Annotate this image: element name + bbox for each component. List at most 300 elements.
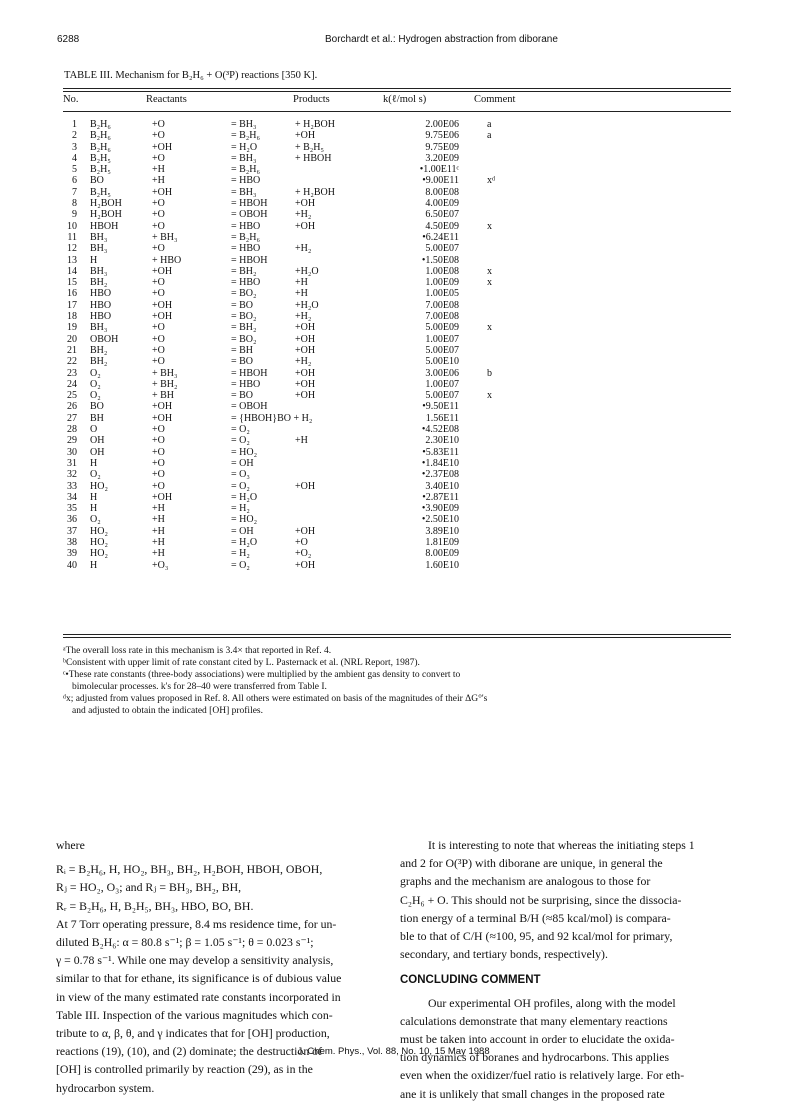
row-number: 38 [67,536,77,548]
row-number: 18 [67,311,77,323]
table-row [63,390,731,401]
body-line: ane it is unlikely that small changes in the proposed rate [400,1086,665,1101]
comment-cell: x [487,220,492,232]
reactant-1: B₂H₅ [90,164,111,176]
row-number: 34 [67,491,77,503]
product-1: = OH [231,457,254,469]
table-row [63,424,731,435]
product-1: = O₂ [231,480,250,492]
product-1: = O₂ [231,424,250,436]
product-2: +OH [295,378,316,390]
product-1: = BH₂ [231,322,257,334]
table-bottom-rule [63,634,731,635]
rate-constant: •1.00E11ᶜ [419,164,459,176]
reactant-1: OH [90,446,105,458]
row-number: 31 [67,457,77,469]
product-1: = B₂H₆ [231,231,261,243]
rate-constant: 3.40E10 [425,480,459,492]
reactant-1: O₂ [90,367,101,379]
product-2: +H [295,288,308,300]
reactant-2: +O [152,344,165,356]
row-number: 4 [72,152,77,164]
product-1: = BO [231,356,254,368]
table-row [63,356,731,367]
product-1: = HBOH [231,367,268,379]
row-number: 21 [67,344,77,356]
product-1: = HBOH [231,198,268,210]
product-2: + B₂H₅ [295,141,325,153]
reactant-2: + BH₃ [152,231,178,243]
footnote-b: ᵇConsistent with upper limit of rate constant cited by L. Pasternack et al. (NRL Report, 1987). [63,658,420,668]
reactant-2: +O₃ [152,559,169,571]
table-row [63,322,731,333]
reactant-1: B₂H₅ [90,152,111,164]
row-number: 15 [67,277,77,289]
product-1: = BH [231,344,254,356]
row-number: 12 [67,243,77,255]
reactant-2: +H [152,175,165,187]
comment-cell: b [487,367,492,379]
rate-constant: 2.00E06 [425,119,459,130]
reactant-1: BH₃ [90,322,108,334]
product-2: +H₂O [295,299,319,311]
rate-constant: 5.00E07 [425,344,459,356]
reactant-1: H₂BOH [90,209,122,221]
reactant-2: +OH [152,311,173,323]
rate-constant: 1.56E11 [425,412,459,424]
row-number: 33 [67,480,77,492]
rate-constant: 3.20E09 [425,152,459,164]
product-2: +O [295,536,308,548]
reactant-2: +O [152,435,165,447]
product-1: = B₂H₆ [231,130,261,142]
rate-constant: 5.00E10 [425,356,459,368]
table-footnotes [63,645,731,717]
body-line: tion dynamics of boranes and hydrocarbons. This applies [400,1050,670,1065]
reactant-1: H [90,457,98,469]
footnote-d: ᵈx; adjusted from values proposed in Ref. 8. All others were estimated on basis of the magnitudes of their ΔG°'s [63,694,488,704]
row-number: 30 [67,446,77,458]
product-2: +OH [295,559,316,571]
rate-constant: 7.00E08 [425,299,459,311]
row-number: 26 [67,401,77,413]
reactant-1: BH₂ [90,356,108,368]
table-body [63,119,731,571]
running-title: Borchardt et al.: Hydrogen abstraction from diborane [325,34,558,45]
body-line: graphs and the mechanism are analogous to those for [400,874,651,889]
product-2: +H₂ [295,311,312,323]
product-1: = BH₃ [231,119,257,130]
reactant-2: + HBO [152,254,182,266]
product-2: +H₂ [295,356,312,368]
product-2: +OH [295,220,316,232]
table-row [63,153,731,164]
rate-constant: •9.50E11 [422,401,459,413]
product-1: = HBO [231,175,261,187]
product-1: = HO₂ [231,514,258,526]
product-1: = {HBOH}BO + H₂ [231,412,313,424]
rate-constant: 6.50E07 [425,209,459,221]
rate-constant: 1.00E09 [425,277,459,289]
reactant-1: B₂H₅ [90,186,111,198]
rate-constant: 5.00E09 [425,322,459,334]
table-row [63,311,731,322]
reactant-1: H₂BOH [90,198,122,210]
rate-constant: 4.50E09 [425,220,459,232]
reactant-2: +O [152,209,165,221]
table-row [63,481,731,492]
reactant-2: +OH [152,186,173,198]
row-number: 17 [67,299,77,311]
body-line: tion energy of a terminal B/H (≈85 kcal/mol) is compara- [400,910,671,925]
col-header-k: k(ℓ/mol s) [383,94,427,105]
rate-constant: 4.00E09 [425,198,459,210]
table-row [63,537,731,548]
table-row [63,560,731,571]
reactant-1: BO [90,401,104,413]
col-header-products: Products [293,94,330,105]
product-2: + H₂BOH [295,186,335,198]
product-2: +H₂ [295,243,312,255]
product-2: +OH [295,333,316,345]
reactant-1: B₂H₆ [90,130,111,142]
product-2: +OH [295,390,316,402]
comment-cell: xᵈ [487,175,496,187]
footnote-c-cont: bimolecular processes. k's for 28–40 were transferred from Table I. [72,682,327,692]
table-row [63,548,731,559]
row-number: 27 [67,412,77,424]
footnote-c: ᶜ•These rate constants (three-body associations) were multiplied by the ambient gas density to convert to [63,670,461,680]
table-bottom-rule-2 [63,637,731,638]
reactant-2: +H [152,548,165,560]
rate-constant: •2.37E08 [421,469,459,481]
comment-cell: a [487,130,492,142]
body-line: in view of the many estimated rate constants incorporated in [56,989,341,1004]
reactant-1: O₂ [90,469,101,481]
right-text-column [400,836,731,1103]
product-1: = BH₃ [231,152,257,164]
product-2: +OH [295,322,316,334]
reactant-1: H [90,559,98,571]
row-number: 40 [67,559,77,571]
footnote-a: ᵃThe overall loss rate in this mechanism is 3.4× that reported in Ref. 4. [63,646,332,656]
rate-constant: 9.75E09 [425,141,459,153]
page-number: 6288 [57,34,80,45]
product-1: = BO [231,390,254,402]
body-line: Table III. Inspection of the various magnitudes which con- [56,1007,333,1022]
reactant-1: HO₂ [90,548,108,560]
product-1: = HBO [231,243,261,255]
table-row [63,255,731,266]
table-row [63,221,731,232]
table-row [63,435,731,446]
product-1: = OBOH [231,401,268,413]
reactant-2: +OH [152,491,173,503]
row-number: 7 [72,186,77,198]
row-number: 37 [67,525,77,537]
reactant-1: H [90,254,98,266]
reactant-1: BH₃ [90,231,108,243]
reactant-2: +H [152,514,165,526]
col-header-no: No. [63,94,79,105]
reactant-1: O₂ [90,390,101,402]
product-2: +H₂O [295,265,319,277]
product-1: = HO₂ [231,446,258,458]
table-row [63,232,731,243]
reactant-2: +OH [152,401,173,413]
row-number: 5 [72,164,77,176]
reactant-1: HO₂ [90,536,108,548]
reactant-1: H [90,491,98,503]
table-row [63,401,731,412]
reactant-1: BH₃ [90,243,108,255]
body-line: even when the oxidizer/fuel ratio is relatively large. For eth- [400,1068,685,1083]
section-heading: CONCLUDING COMMENT [400,974,541,987]
product-2: +OH [295,480,316,492]
comment-cell: x [487,265,492,277]
reactant-1: HBO [90,288,112,300]
table-row [63,175,731,186]
body-line: At 7 Torr operating pressure, 8.4 ms residence time, for un- [56,916,337,931]
product-1: = BH₂ [231,265,257,277]
product-1: = BO₂ [231,288,257,300]
reactant-2: +O [152,198,165,210]
row-number: 14 [67,265,77,277]
reactant-2: +O [152,152,165,164]
rate-constant: 5.00E07 [425,243,459,255]
row-number: 1 [72,119,77,130]
reactant-2: +H [152,503,165,515]
row-number: 3 [72,141,77,153]
rate-constant: 1.60E10 [425,559,459,571]
table-row [63,526,731,537]
reactant-1: B₂H₆ [90,141,111,153]
rate-constant: 1.81E09 [425,536,459,548]
equation-ri: Rᵢ = B₂H₆, H, HO₂, BH₃, BH₂, H₂BOH, HBOH, OBOH, [56,862,323,877]
reactant-1: HBO [90,311,112,323]
body-line: ble to that of C/H (≈100, 95, and 92 kcal/mol for primary, [400,929,673,944]
table-row [63,266,731,277]
reactant-1: O [90,424,98,436]
body-line: reactions (19), (10), and (2) dominate; the destruction of [56,1044,323,1059]
row-number: 8 [72,198,77,210]
journal-footer: J. Chem. Phys., Vol. 88, No. 10, 15 May 1988 [297,1046,490,1057]
product-2: +OH [295,198,316,210]
reactant-2: + BH₃ [152,367,178,379]
product-1: = BO₂ [231,333,257,345]
row-number: 32 [67,469,77,481]
reactant-2: +O [152,469,165,481]
body-line: diluted B₂H₆: α = 80.8 s⁻¹; β = 1.05 s⁻¹; θ = 0.023 s⁻¹; [56,935,314,950]
reactant-2: +O [152,130,165,142]
rate-constant: •2.87E11 [422,491,459,503]
reactant-1: BH₃ [90,265,108,277]
product-1: = O₂ [231,435,250,447]
rate-constant: •3.90E09 [421,503,459,515]
rate-constant: 3.00E06 [425,367,459,379]
body-line: Our experimental OH profiles, along with the model [428,995,676,1010]
rate-constant: •1.50E08 [421,254,459,266]
rate-constant: 9.75E06 [425,130,459,142]
row-number: 29 [67,435,77,447]
rate-constant: •1.84E10 [421,457,459,469]
body-line: where [56,838,85,852]
product-1: = H₂ [231,503,250,515]
row-number: 13 [67,254,77,266]
rate-constant: 8.00E08 [425,186,459,198]
reactant-2: +OH [152,141,173,153]
reactant-1: OH [90,435,105,447]
reactant-1: B₂H₆ [90,119,111,130]
row-number: 25 [67,390,77,402]
reactant-1: OBOH [90,333,119,345]
rate-constant: 1.00E07 [425,333,459,345]
product-1: = OH [231,525,254,537]
reactant-2: +OH [152,299,173,311]
row-number: 20 [67,333,77,345]
reactant-2: +H [152,536,165,548]
product-2: +OH [295,367,316,379]
table-top-rule-2 [63,91,731,92]
reactant-2: +O [152,457,165,469]
product-1: = H₂O [231,491,258,503]
rate-constant: 1.00E05 [425,288,459,300]
reactant-1: BH₂ [90,277,108,289]
reactant-2: +H [152,164,165,176]
product-1: = HBO [231,220,261,232]
row-number: 11 [67,231,77,243]
reactant-2: +O [152,333,165,345]
reactant-2: +OH [152,412,173,424]
reactant-1: H [90,503,98,515]
reactant-2: +O [152,243,165,255]
table-row [63,164,731,175]
product-1: = BH₃ [231,186,257,198]
product-2: +OH [295,344,316,356]
product-1: = HBO [231,277,261,289]
product-1: = B₂H₆ [231,164,261,176]
row-number: 23 [67,367,77,379]
product-2: +H [295,435,308,447]
reactant-2: +O [152,424,165,436]
reactant-1: O₂ [90,514,101,526]
rate-constant: •4.52E08 [421,424,459,436]
row-number: 10 [67,220,77,232]
table-row [63,130,731,141]
table-row [63,209,731,220]
product-1: = O₂ [231,559,250,571]
rate-constant: 3.89E10 [425,525,459,537]
row-number: 19 [67,322,77,334]
table-caption: TABLE III. Mechanism for B₂H₆ + O(³P) reactions [350 K]. [64,70,318,81]
reactant-1: BH [90,412,104,424]
reactant-1: HO₂ [90,480,108,492]
rate-constant: 5.00E07 [425,390,459,402]
reactant-2: + BH [152,390,175,402]
table-row [63,503,731,514]
row-number: 6 [72,175,77,187]
col-header-comment: Comment [474,94,516,105]
row-number: 2 [72,130,77,142]
table-header-row [63,94,731,110]
reactant-2: +O [152,277,165,289]
body-line: γ = 0.78 s⁻¹. While one may develop a sensitivity analysis, [56,953,334,968]
rate-constant: 8.00E09 [425,548,459,560]
reactant-1: BO [90,175,104,187]
body-line: must be taken into account in order to elucidate the oxida- [400,1032,675,1047]
body-line: similar to that for ethane, its significance is of dubious value [56,971,342,986]
reactant-1: HBO [90,299,112,311]
body-line: secondary, and tertiary bonds, respectively). [400,947,608,962]
product-2: + HBOH [295,152,332,164]
reactant-2: +O [152,480,165,492]
rate-constant: •5.83E11 [422,446,459,458]
comment-cell: x [487,390,492,402]
table-row [63,514,731,525]
product-1: = HBO [231,378,261,390]
table-row [63,447,731,458]
product-1: = OBOH [231,209,268,221]
rate-constant: •9.00E11 [422,175,459,187]
reactant-2: +O [152,288,165,300]
reactant-1: HBOH [90,220,119,232]
row-number: 22 [67,356,77,368]
rate-constant: 2.30E10 [425,435,459,447]
body-line: hydrocarbon system. [56,1080,155,1095]
product-1: = H₂O [231,141,258,153]
product-2: +H₂ [295,209,312,221]
row-number: 35 [67,503,77,515]
rate-constant: 7.00E08 [425,311,459,323]
reactant-2: +O [152,446,165,458]
table-row [63,187,731,198]
reactant-2: +O [152,356,165,368]
product-2: +O₂ [295,548,312,560]
rate-constant: •6.24E11 [422,231,459,243]
product-2: +OH [295,525,316,537]
row-number: 24 [67,378,77,390]
table-row [63,492,731,503]
rate-constant: 1.00E07 [425,378,459,390]
reactant-2: +OH [152,265,173,277]
rate-constant: 1.00E08 [425,265,459,277]
rate-constant: •2.50E10 [421,514,459,526]
product-1: = BO [231,299,254,311]
table-row [63,334,731,345]
reactant-2: +O [152,220,165,232]
table-row [63,458,731,469]
table-header-rule [63,111,731,112]
row-number: 9 [72,209,77,221]
reactant-2: + BH₂ [152,378,178,390]
reactant-2: +H [152,525,165,537]
body-line: tribute to α, β, θ, and γ indicates that for [OH] production, [56,1026,330,1041]
product-2: +H [295,277,308,289]
comment-cell: a [487,119,492,130]
product-1: = HBOH [231,254,268,266]
table-top-rule [63,88,731,89]
body-line: calculations demonstrate that many elementary reactions [400,1013,668,1028]
reactant-1: O₂ [90,378,101,390]
row-number: 39 [67,548,77,560]
reactant-1: HO₂ [90,525,108,537]
table-row [63,198,731,209]
table-row [63,345,731,356]
table-row [63,379,731,390]
table-row [63,119,731,130]
table-row [63,142,731,153]
product-1: = BO₂ [231,311,257,323]
